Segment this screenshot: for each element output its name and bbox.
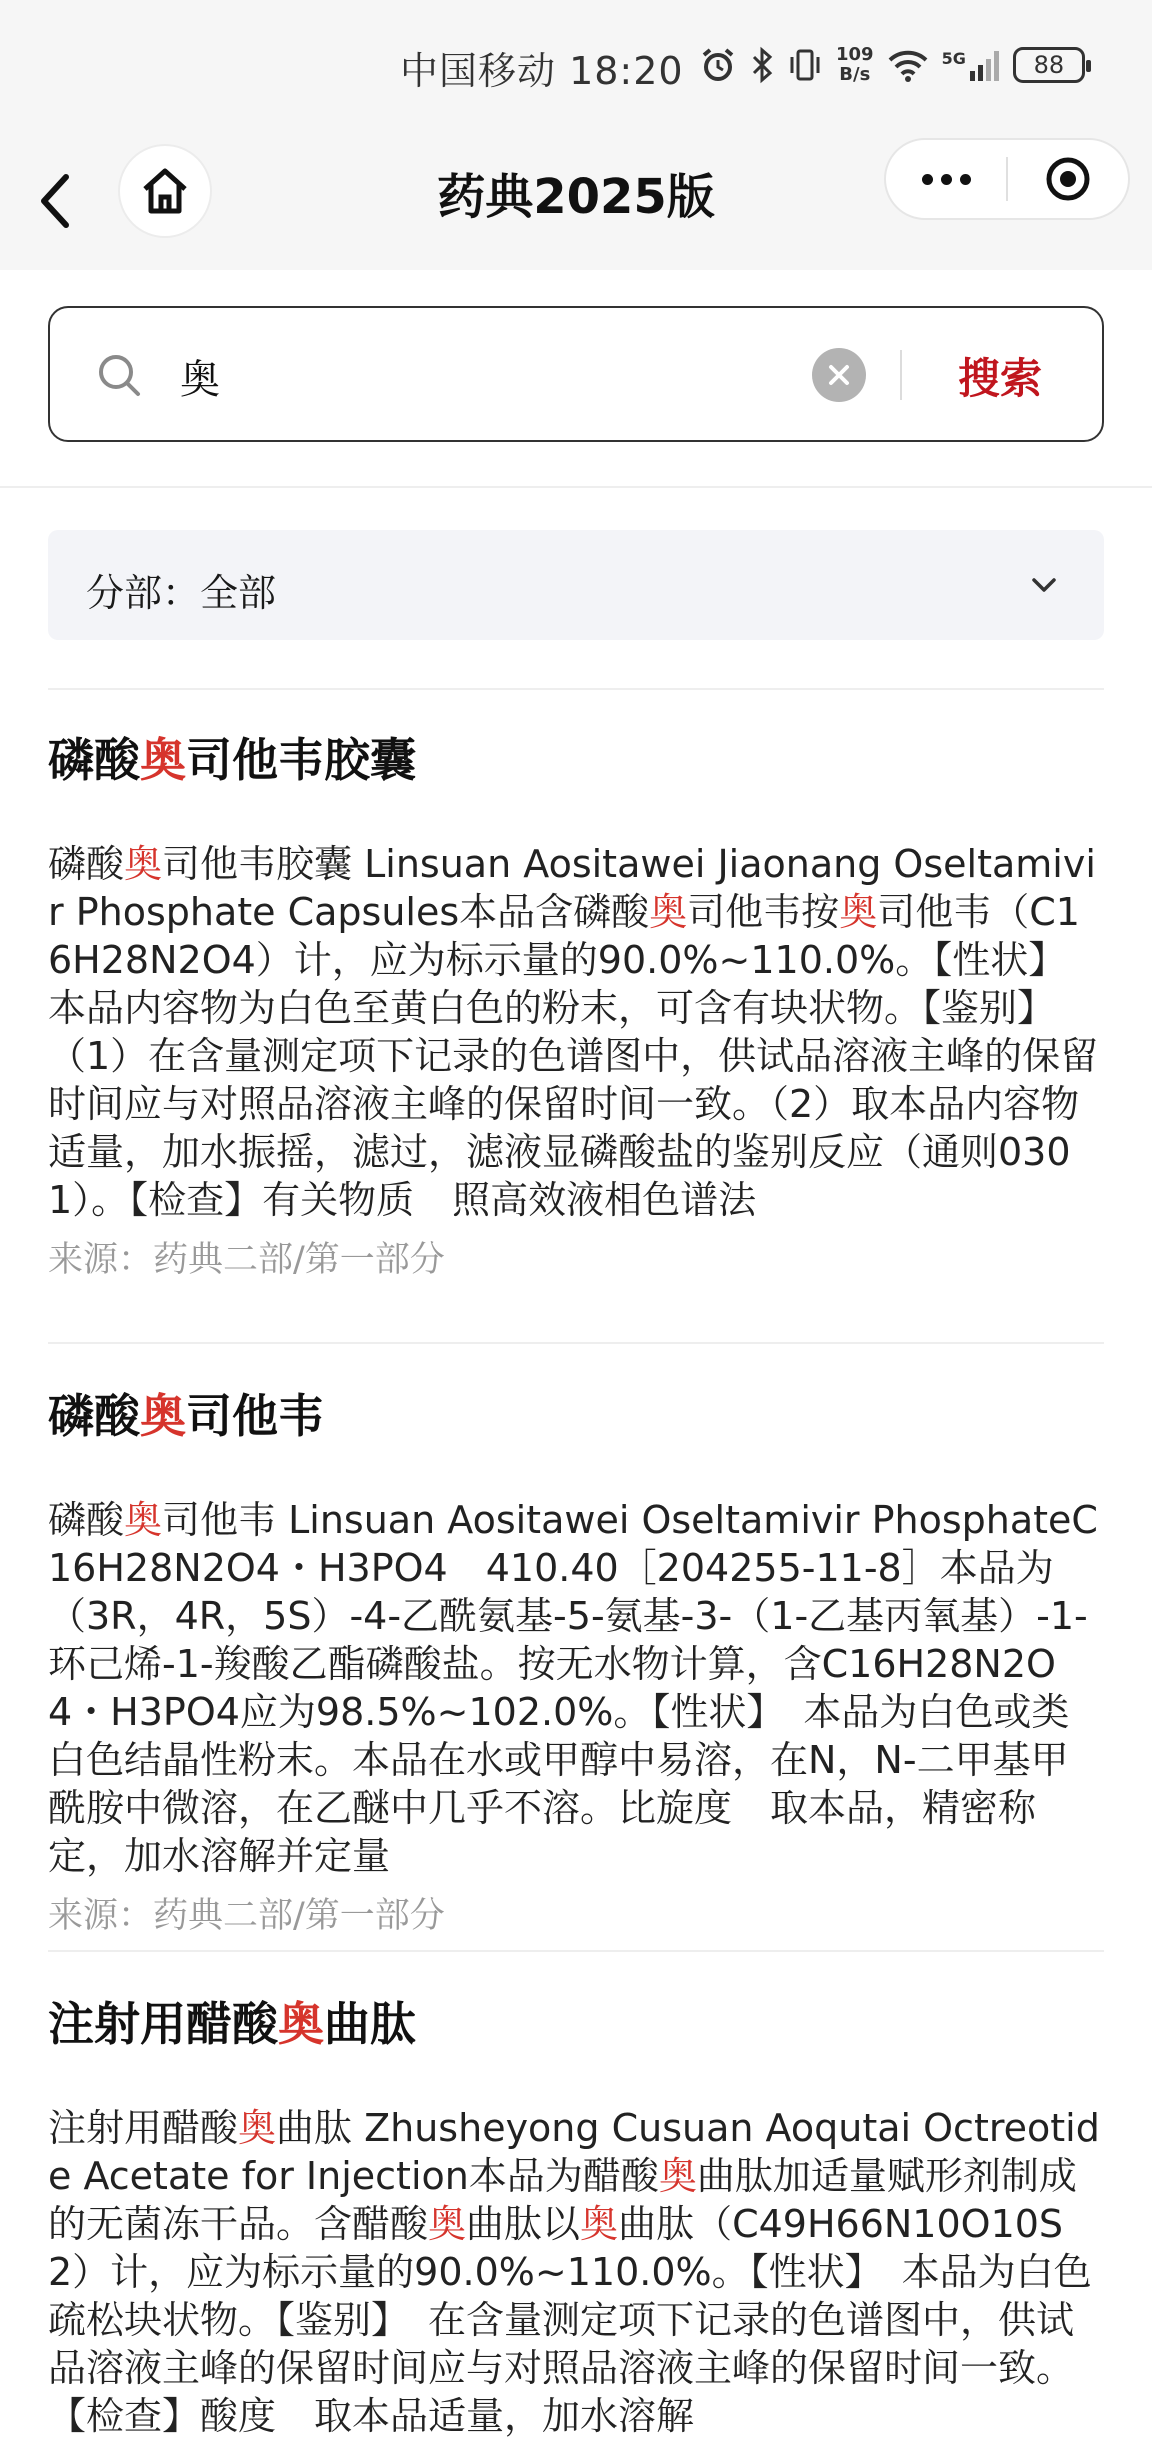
alarm-icon (700, 47, 736, 83)
result-item[interactable] (48, 1994, 1104, 2440)
status-bar (0, 0, 1152, 135)
chevron-down-icon (1028, 568, 1060, 600)
divider (48, 1342, 1104, 1344)
result-title[interactable]: 磷酸奥司他韦 (48, 1389, 324, 1443)
search-separator (900, 350, 902, 400)
keyword-highlight: 奥 (658, 2154, 697, 2198)
search-area (0, 270, 1152, 488)
result-title[interactable]: 磷酸奥司他韦胶囊 (48, 733, 416, 787)
vibrate-icon (788, 47, 822, 83)
search-box (48, 306, 1104, 442)
more-menu-icon[interactable] (886, 174, 1006, 185)
keyword-highlight: 奥 (238, 2106, 277, 2150)
result-item[interactable] (48, 1386, 1104, 1940)
keyword-highlight: 奥 (124, 1498, 163, 1542)
wifi-icon (888, 48, 928, 82)
divider (48, 688, 1104, 690)
keyword-highlight: 奥 (649, 890, 688, 934)
page-title: 药典2025版 (437, 169, 715, 225)
search-icon (96, 352, 144, 400)
result-body: 注射用醋酸奥曲肽 Zhusheyong Cusuan Aoqutai Octreotide Acetate for Injection本品为醋酸奥曲肽加适量赋形剂制成的无菌冻干品。含醋酸奥曲肽以奥曲肽（C49H66N10O10S2）计，应为标示量的90.0%~110.0%。【性状】 本品为白色疏松块状物。【鉴别】 在含量测定项下记录的色谱图中，供试品溶液主峰的保留时间应与对照品溶液主峰的保留时间一致。【检查】酸度 取本品适量，加水溶解 (48, 2106, 1100, 2438)
result-title[interactable]: 注射用醋酸奥曲肽 (48, 1997, 416, 2051)
keyword-highlight: 奥 (580, 2202, 619, 2246)
keyword-highlight: 奥 (839, 890, 878, 934)
result-source: 来源：药典二部/第一部分 (48, 1240, 445, 1280)
search-input[interactable] (180, 344, 820, 408)
keyword-highlight: 奥 (124, 842, 163, 886)
net-speed: 109 B/s (836, 44, 874, 85)
search-button[interactable]: 搜索 (957, 354, 1042, 403)
category-filter[interactable] (48, 530, 1104, 640)
filter-label: 分部：全部 (86, 571, 277, 615)
mini-program-capsule (884, 138, 1130, 220)
result-source: 来源：药典二部/第一部分 (48, 1896, 445, 1936)
clear-icon[interactable] (812, 348, 866, 402)
bluetooth-icon (750, 47, 774, 83)
result-item[interactable] (48, 730, 1104, 1284)
signal-icon: 5G (942, 49, 999, 81)
divider (48, 1950, 1104, 1952)
carrier-time: 中国移动 18:20 (400, 49, 684, 93)
result-body: 磷酸奥司他韦胶囊 Linsuan Aositawei Jiaonang Oseltamivir Phosphate Capsules本品含磷酸奥司他韦按奥司他韦（C16H28N2O4）计，应为标示量的90.0%~110.0%。【性状】 本品内容物为白色至黄白色的粉末，可含有块状物。【鉴别】 （1）在含量测定项下记录的色谱图中，供试品溶液主峰的保留时间应与对照品溶液主峰的保留时间一致。（2）取本品内容物适量，加水振摇，滤过，滤液显磷酸盐的鉴别反应（通则0301）。【检查】有关物质 照高效液相色谱法 (48, 842, 1099, 1222)
battery-icon: 88 (1013, 47, 1085, 83)
result-body: 磷酸奥司他韦 Linsuan Aositawei Oseltamivir PhosphateC16H28N2O4・H3PO4 410.40［204255-11-8］本品为（3R，4R，5S）-4-乙酰氨基-5-氨基-3-（1-乙基丙氧基）-1-环己烯-1-羧酸乙酯磷酸盐。按无水物计算，含C16H28N2O4・H3PO4应为98.5%~102.0%。【性状】 本品为白色或类白色结晶性粉末。本品在水或甲醇中易溶，在N，N-二甲基甲酰胺中微溶，在乙醚中几乎不溶。比旋度 取本品，精密称定，加水溶解并定量 (48, 1498, 1098, 1878)
status-icons (700, 44, 1085, 86)
close-target-icon[interactable] (1008, 156, 1128, 202)
keyword-highlight: 奥 (428, 2202, 467, 2246)
